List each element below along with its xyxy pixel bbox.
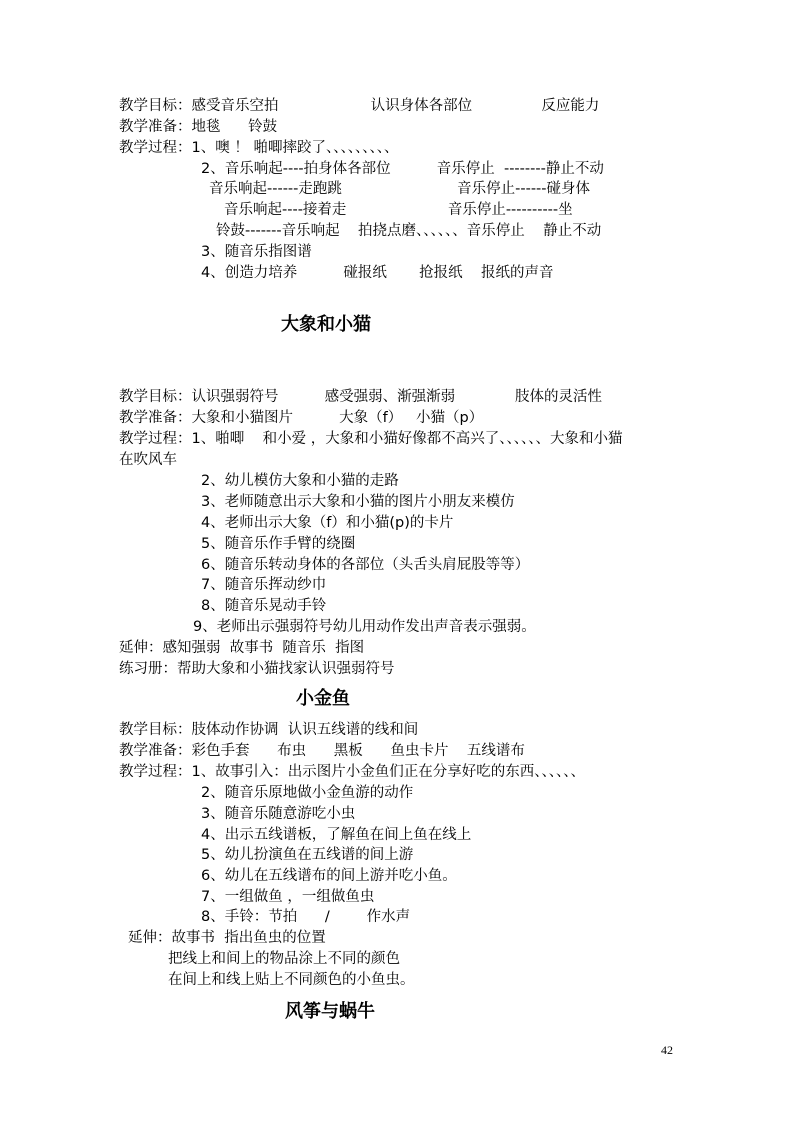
s4-title: 风筝与蜗牛 xyxy=(285,1001,375,1022)
s2-process-6: 6、随音乐转动身体的各部位（头舌头肩屁股等等） xyxy=(201,557,530,573)
s1-goal: 教学目标：感受音乐空拍 认识身体各部位 反应能力 xyxy=(119,98,600,114)
s2-workbook: 练习册：帮助大象和小猫找家认识强弱符号 xyxy=(119,661,395,677)
s3-process-3: 3、随音乐随意游吃小虫 xyxy=(201,806,356,822)
s2-process-1: 教学过程：1、啪唧 和小爱 ，大象和小猫好像都不高兴了、、、、、、大象和小猫 xyxy=(119,431,623,447)
s3-process-6: 6、幼儿在五线谱布的间上游并吃小鱼。 xyxy=(201,868,457,884)
s3-process-7: 7、一组做鱼 ，一组做鱼虫 xyxy=(201,889,375,905)
page-number: 42 xyxy=(661,1043,673,1057)
s3-ext-line-1: 把线上和间上的物品涂上不同的颜色 xyxy=(168,951,400,967)
s2-process-4: 4、老师出示大象（f）和小猫(p)的卡片 xyxy=(201,515,454,531)
s1-process-6: 3、随音乐指图谱 xyxy=(201,244,312,260)
s1-process-7: 4、创造力培养 碰报纸 抢报纸 报纸的声音 xyxy=(201,265,554,281)
s1-process-1: 教学过程：1、噢 ！ 啪唧摔跤了、、、、、、、、、 xyxy=(119,140,399,156)
s2-prep: 教学准备：大象和小猫图片 大象（f） 小猫（p） xyxy=(119,410,484,426)
s3-process-1: 教学过程：1、故事引入：出示图片小金鱼们正在分享好吃的东西、、、、、、 xyxy=(119,764,585,780)
s1-process-2: 2、音乐响起----拍身体各部位 音乐停止 --------静止不动 xyxy=(201,161,604,177)
s1-process-4: 音乐响起----接着走 音乐停止----------坐 xyxy=(224,202,573,218)
s1-prep: 教学准备：地毯 铃鼓 xyxy=(119,119,278,135)
s3-prep: 教学准备：彩色手套 布虫 黑板 鱼虫卡片 五线谱布 xyxy=(119,743,525,759)
s3-ext-line-2: 在间上和线上贴上不同颜色的小鱼虫。 xyxy=(168,972,415,988)
s2-process-5: 5、随音乐作手臂的绕圈 xyxy=(201,536,356,552)
s3-goal: 教学目标：肢体动作协调 认识五线谱的线和间 xyxy=(119,722,419,738)
s3-title: 小金鱼 xyxy=(296,688,350,709)
s2-process-2: 2、幼儿模仿大象和小猫的走路 xyxy=(201,473,399,489)
s3-extension: 延伸：故事书 指出鱼虫的位置 xyxy=(128,930,326,946)
s2-extension: 延伸：感知强弱 故事书 随音乐 指图 xyxy=(119,640,365,656)
s3-process-5: 5、幼儿扮演鱼在五线谱的间上游 xyxy=(201,847,414,863)
s2-process-7: 7、随音乐挥动纱巾 xyxy=(201,577,327,593)
s2-process-8: 8、随音乐晃动手铃 xyxy=(201,598,327,614)
s3-process-4: 4、出示五线谱板，了解鱼在间上鱼在线上 xyxy=(201,827,472,843)
s2-goal: 教学目标：认识强弱符号 感受强弱、渐强渐弱 肢体的灵活性 xyxy=(119,389,603,405)
s2-process-1b: 在吹风车 xyxy=(119,452,177,468)
s2-title: 大象和小猫 xyxy=(281,314,371,335)
s2-process-9: 9、老师出示强弱符号幼儿用动作发出声音表示强弱。 xyxy=(193,619,536,635)
s3-process-2: 2、随音乐原地做小金鱼游的动作 xyxy=(201,785,414,801)
s1-process-5: 铃鼓-------音乐响起 拍挠点磨、、、、、、音乐停止 静止不动 xyxy=(216,223,602,239)
s2-process-3: 3、老师随意出示大象和小猫的图片小朋友来模仿 xyxy=(201,494,515,510)
s3-process-8: 8、手铃：节拍 / 作水声 xyxy=(201,909,411,925)
s1-process-3: 音乐响起------走跑跳 音乐停止------碰身体 xyxy=(209,181,591,197)
